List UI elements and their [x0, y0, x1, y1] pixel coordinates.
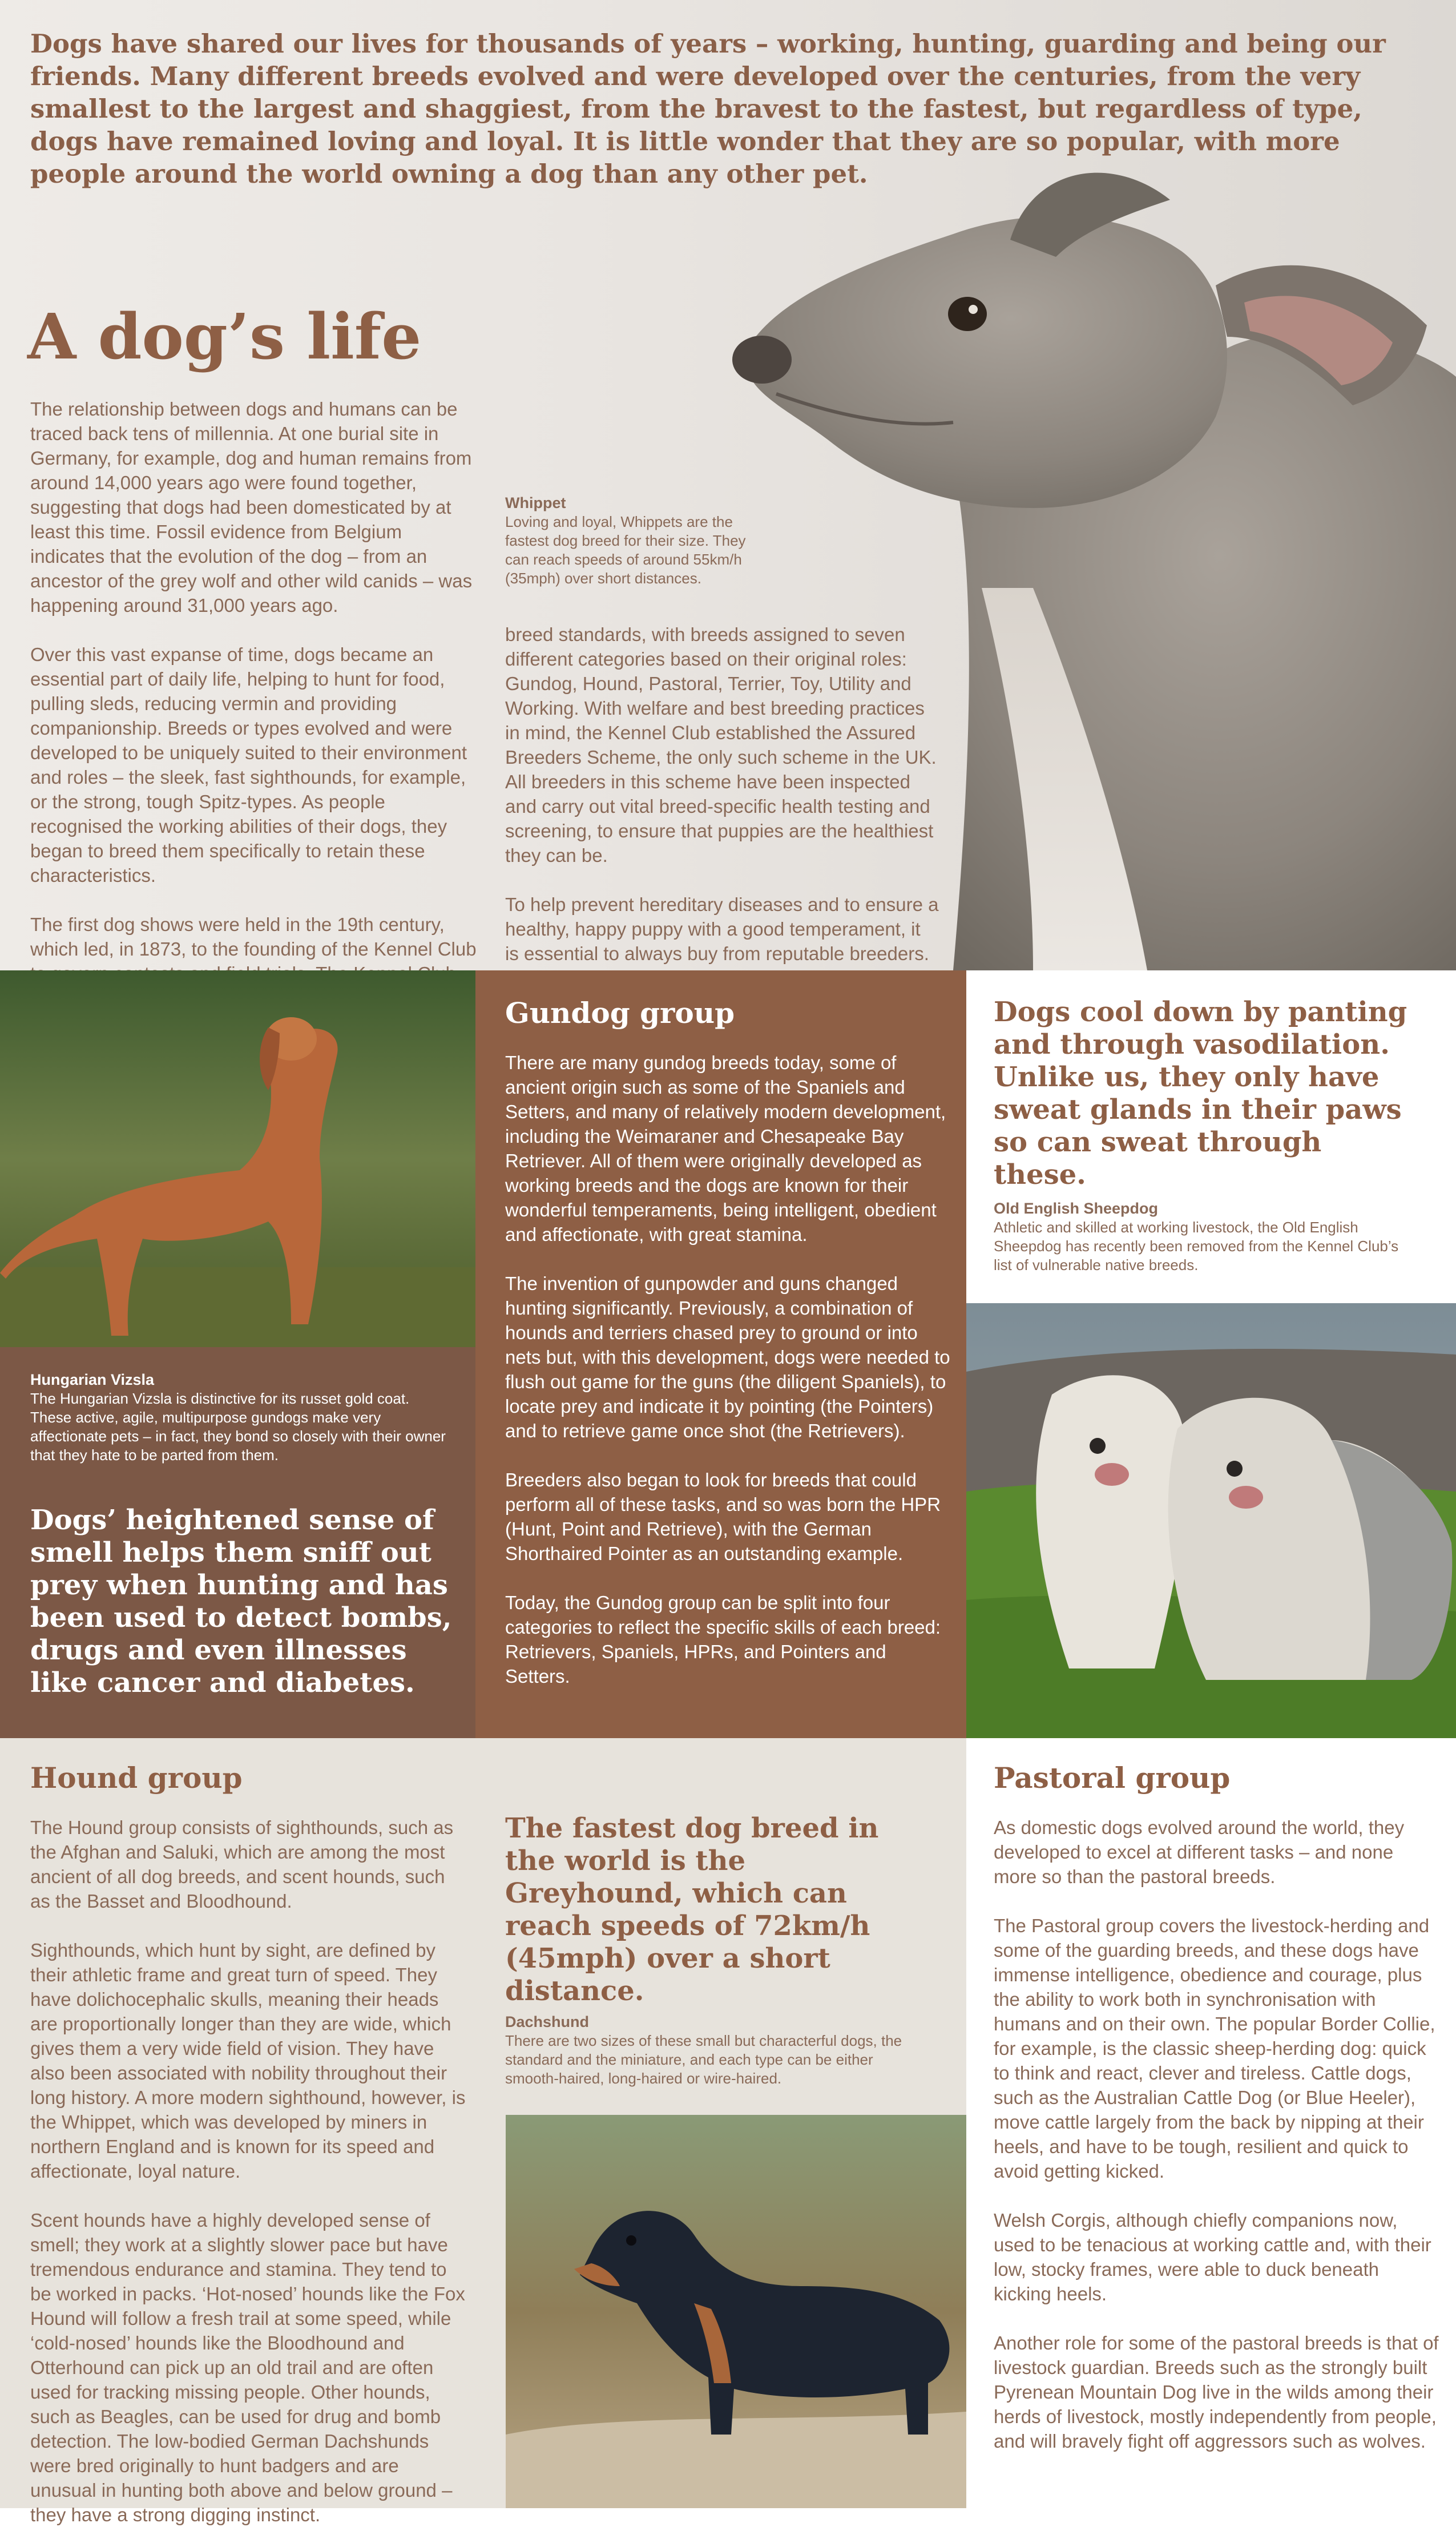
gundog-title: Gundog group: [505, 996, 735, 1030]
pastoral-body: [994, 1815, 1439, 2453]
sweat-pull-quote: Dogs cool down by panting and through vasodilation. Unlike us, they only have sweat glands in their paws so can sweat through these.: [994, 996, 1407, 1191]
dogs-life-paragraph: The relationship between dogs and humans can be traced back tens of millennia. At one burial site in Germany, for example, dog and human remains from around 14,000 years ago were found together, suggesting that dogs had been domesticated by at least this time. Fossil evidence from Belgium indicates that the evolution of the dog – from an ancestor of the grey wolf and other wild canids – was happening around 31,000 years ago.: [30, 398, 473, 616]
vizsla-illustration: [0, 970, 475, 1347]
whippet-caption-title: Whippet: [505, 494, 566, 511]
vizsla-caption-text: The Hungarian Vizsla is distinctive for its russet gold coat. These active, agile, multipurpose gundogs make very affectionate pets – in fact, they bond so closely with their owner that they hate to be parted from them.: [30, 1390, 446, 1464]
dachshund-caption-text: There are two sizes of these small but characterful dogs, the standard and the miniature, and each type can be either smooth-haired, long-haired or wire-haired.: [505, 2032, 902, 2087]
vizsla-caption-title: Hungarian Vizsla: [30, 1371, 155, 1388]
hound-panel: [0, 1738, 475, 2525]
hound-paragraph: Scent hounds have a highly developed sense of smell; they work at a slightly slower pace but have tremendous endurance and stamina. They tend to be worked in packs. ‘Hot-nosed’ hounds like the Fox Hound will follow a fresh trail at some speed, while ‘cold-nosed’ hounds like the Bloodhound and Otterhound can pick up an old trail and are often used for tracking missing people. Other hounds, such as Beagles, can be used for drug and bomb detection. The low-bodied German Dachshunds were bred originally to hunt badgers and are unusual in hunting both above and below ground – they have a strong digging instinct.: [30, 2210, 465, 2525]
whippet-caption-text: Loving and loyal, Whippets are the fastest dog breed for their size. They can reach speeds of around 55km/h (35mph) over short distances.: [505, 513, 746, 587]
intro-text: Dogs have shared our lives for thousands of years – working, hunting, guarding and being our friends. Many different breeds evolved and were developed over the centuries, from the very smallest to the largest and shaggiest, from the bravest to the fastest, but regardless of type, dogs have remained loving and loyal. It is little wonder that they are so popular, with more people around the world owning a dog than any other pet.: [30, 29, 1386, 189]
hound-paragraph: Sighthounds, which hunt by sight, are defined by their athletic frame and great turn of speed. They have dolichocephalic skulls, meaning their heads are proportionally longer than they are wide, which gives them a very wide field of vision. They have also been associated with nobility throughout their long history. A more modern sighthound, however, is the Whippet, which was developed by miners in northern England and is known for its speed and affectionate, loyal nature.: [30, 1940, 466, 2182]
sheepdog-caption: [994, 1199, 1410, 1275]
old-english-sheepdog-photo: [966, 1303, 1456, 1738]
sheepdog-caption-title: Old English Sheepdog: [994, 1200, 1159, 1217]
dachshund-illustration: [506, 2115, 966, 2508]
hound-body: [30, 1815, 470, 2527]
vizsla-panel: [0, 1347, 475, 1738]
pastoral-panel: [966, 1738, 1456, 2508]
dogs-life-column-1: [30, 397, 481, 1035]
dogs-life-paragraph: Over this vast expanse of time, dogs became an essential part of daily life, helping to hunt for food, pulling sleds, reducing vermin and providing companionship. Breeds or types evolved and were developed to be uniquely suited to their environment and roles – the sleek, fast sighthounds, for example, or the strong, tough Spitz-types. As people recognised the working abilities of their dogs, they began to breed them specifically to retain these characteristics.: [30, 644, 467, 886]
hound-paragraph: The Hound group consists of sighthounds, such as the Afghan and Saluki, which are among the most ancient of all dog breeds, and scent hounds, such as the Basset and Bloodhound.: [30, 1817, 454, 1912]
pastoral-paragraph: The Pastoral group covers the livestock-herding and some of the guarding breeds, and these dogs have immense intelligence, obedience and courage, plus the ability to work both in synchronisation with humans and on their own. The popular Border Collie, for example, is the classic sheep-herding dog: quick to think and react, clever and tireless. Cattle dogs, such as the Australian Cattle Dog (or Blue Heeler), move cattle largely from the back by nipping at their heels, and have to be tough, resilient and quick to avoid getting kicked.: [994, 1915, 1435, 2182]
pastoral-paragraph: Welsh Corgis, although chiefly companions now, used to be tenacious at working cattle and, with their low, stocky frames, were able to duck beneath kicking heels.: [994, 2210, 1431, 2304]
dogs-life-paragraph: breed standards, with breeds assigned to seven different categories based on their original roles: Gundog, Hound, Pastoral, Terrier, Toy, Utility and Working. With welfare and best breeding practices in mind, the Kennel Club established the Assured Breeders Scheme, the only such scheme in the UK. All breeders in this scheme have been inspected and carry out vital breed-specific health testing and screening, to ensure that puppies are the healthiest they can be.: [505, 624, 937, 866]
smell-pull-quote: Dogs’ heightened sense of smell helps them sniff out prey when hunting and has been used to detect bombs, drugs and even illnesses like cancer and diabetes.: [30, 1504, 452, 1699]
gundog-body: [505, 1050, 950, 1688]
hound-title: Hound group: [30, 1761, 243, 1795]
gundog-paragraph: Today, the Gundog group can be split into four categories to reflect the specific skills of each breed: Retrievers, Spaniels, HPRs, and Pointers and Setters.: [505, 1592, 941, 1687]
whippet-caption: [505, 493, 773, 588]
dachshund-caption: [505, 2012, 927, 2088]
dachshund-caption-title: Dachshund: [505, 2013, 590, 2030]
dogs-life-title: A dog’s life: [27, 300, 422, 373]
gundog-paragraph: Breeders also began to look for breeds that could perform all of these tasks, and so was born the HPR (Hunt, Point and Retrieve), with the German Shorthaired Pointer as an outstanding example.: [505, 1469, 941, 1564]
hero-section: [0, 0, 1456, 970]
dachshund-photo: [506, 2115, 966, 2508]
greyhound-pull-quote: The fastest dog breed in the world is the Greyhound, which can reach speeds of 72km/h (45mph) over a short distance.: [505, 1812, 879, 2007]
dogs-life-paragraph: The first dog shows were held in the 19th century, which led, in 1873, to the founding of the Kennel Club: [30, 914, 477, 960]
sheepdog-text-panel: [966, 970, 1456, 1303]
sheepdog-illustration: [966, 1303, 1456, 1738]
gundog-paragraph: The invention of gunpowder and guns changed hunting significantly. Previously, a combination of hounds and terriers chased prey to ground or into nets but, with this development, dogs were needed to flush out game for the guns (the diligent Spaniels), to locate prey and indicate it by pointing (the Pointers) and to retrieve game once shot (the Retrievers).: [505, 1273, 950, 1441]
dogs-life-paragraph: To help prevent hereditary diseases and to ensure a healthy, happy puppy with a good temperament, it is essential to always buy from reputable breeders.: [505, 894, 939, 964]
gundog-paragraph: There are many gundog breeds today, some of ancient origin such as some of the Spaniels and Setters, and many of relatively modern development, including the Weimaraner and Chesapeake Bay Retriever. All of them were originally developed as working breeds and the dogs are known for their wonderful temperaments, being intelligent, obedient and affectionate, with great stamina.: [505, 1052, 946, 1245]
pastoral-paragraph: Another role for some of the pastoral breeds is that of livestock guardian. Breeds such as the strongly built Pyrenean Mountain Dog live in the wilds among their herds of livestock, mostly independently from people, and will bravely fight off aggressors such as wolves.: [994, 2332, 1439, 2452]
pastoral-title: Pastoral group: [994, 1761, 1231, 1795]
gundog-panel: [475, 970, 966, 1738]
hungarian-vizsla-photo: [0, 970, 475, 1347]
sheepdog-caption-text: Athletic and skilled at working livestock, the Old English Sheepdog has recently been removed from the Kennel Club’s list of vulnerable native breeds.: [994, 1219, 1399, 1273]
pastoral-paragraph: As domestic dogs evolved around the world, they developed to excel at different tasks – and none more so than the pastoral breeds.: [994, 1817, 1405, 1887]
vizsla-caption: [30, 1370, 453, 1465]
dogs-life-column-2: [505, 622, 939, 966]
